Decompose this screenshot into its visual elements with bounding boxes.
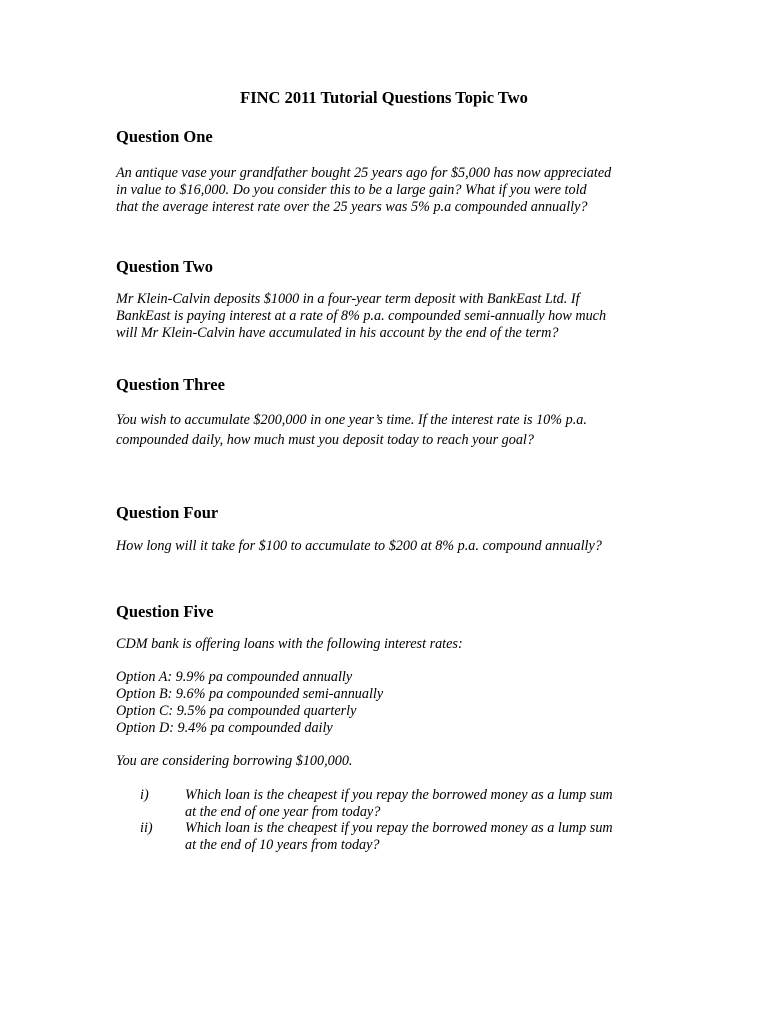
question-one-heading: Question One xyxy=(116,127,213,146)
subquestion-line: at the end of one year from today? xyxy=(185,804,381,820)
question-three-text xyxy=(116,410,587,450)
subquestion-line: at the end of 10 years from today? xyxy=(185,837,380,853)
question-two-text xyxy=(116,291,606,342)
loan-option: Option A: 9.9% pa compounded annually xyxy=(116,669,353,685)
loan-option: Option B: 9.6% pa compounded semi-annually xyxy=(116,686,384,702)
subquestion-line: Which loan is the cheapest if you repay the borrowed money as a lump sum xyxy=(185,787,613,803)
question-one-text xyxy=(116,165,611,216)
question-two-line: BankEast is paying interest at a rate of 8% p.a. compounded semi-annually how much xyxy=(116,308,607,324)
question-three-line: compounded daily, how much must you deposit today to reach your goal? xyxy=(116,432,534,448)
document-title: FINC 2011 Tutorial Questions Topic Two xyxy=(240,88,528,107)
subquestion-text xyxy=(185,787,613,821)
question-two-line: will Mr Klein-Calvin have accumulated in his account by the end of the term? xyxy=(116,325,559,341)
question-five-intro: CDM bank is offering loans with the following interest rates: xyxy=(116,636,463,652)
borrowing-statement: You are considering borrowing $100,000. xyxy=(116,753,353,769)
question-three-line: You wish to accumulate $200,000 in one year’s time. If the interest rate is 10% p.a. xyxy=(116,412,587,428)
question-one-line: in value to $16,000. Do you consider this to be a large gain? What if you were told xyxy=(116,182,587,198)
subquestion-numeral: ii) xyxy=(140,820,153,836)
question-one-line: An antique vase your grandfather bought 25 years ago for $5,000 has now appreciated xyxy=(116,165,612,181)
question-two-line: Mr Klein-Calvin deposits $1000 in a four-year term deposit with BankEast Ltd. If xyxy=(116,291,580,307)
subquestion-text xyxy=(185,820,613,854)
subquestion-line: Which loan is the cheapest if you repay the borrowed money as a lump sum xyxy=(185,820,613,836)
loan-option: Option D: 9.4% pa compounded daily xyxy=(116,720,333,736)
question-three-heading: Question Three xyxy=(116,375,225,394)
loan-option: Option C: 9.5% pa compounded quarterly xyxy=(116,703,357,719)
question-four-heading: Question Four xyxy=(116,503,219,522)
question-four-text xyxy=(116,538,602,555)
question-five-heading: Question Five xyxy=(116,602,214,621)
question-one-line: that the average interest rate over the 25 years was 5% p.a compounded annually? xyxy=(116,199,588,215)
subquestion-numeral: i) xyxy=(140,787,149,803)
question-four-line: How long will it take for $100 to accumulate to $200 at 8% p.a. compound annually? xyxy=(116,538,602,554)
question-two-heading: Question Two xyxy=(116,257,214,276)
loan-options-list xyxy=(116,669,383,737)
